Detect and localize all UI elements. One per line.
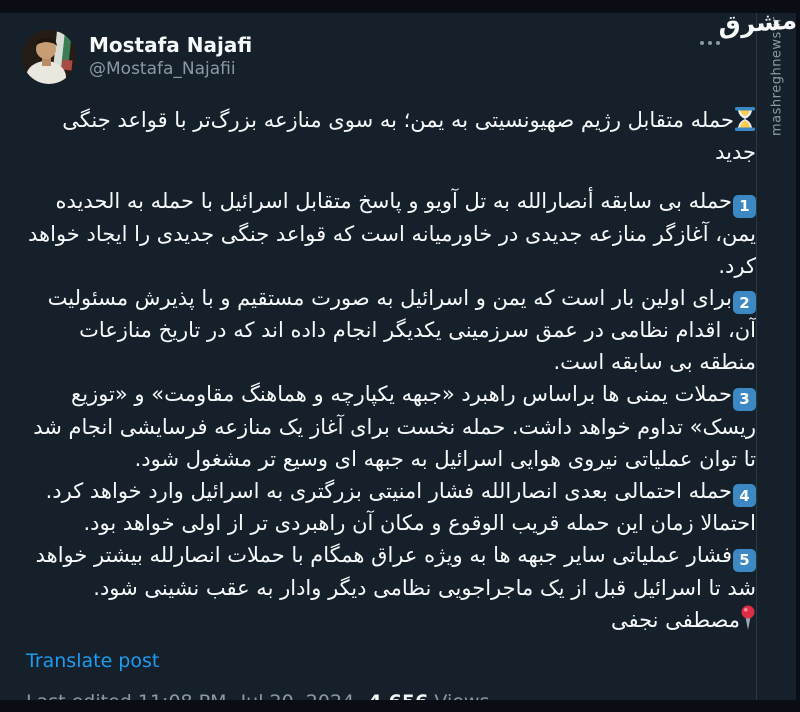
post-point-1-text: حمله بی سابقه أنصارالله به تل آویو و پاسخ متقابل اسرائیل با حمله به الحدیده یمن، آغازگر منازعه جدیدی در خاورمیانه است که قواعد جنگی جدیدی را ایجاد خواهد کرد. [28,189,756,278]
username-handle[interactable]: @Mostafa_Najafii [89,59,236,79]
frame-band-top [0,0,800,13]
keycap-2-icon: 2 [733,291,756,314]
post-point-3 [26,378,756,475]
hourglass-icon [734,107,756,131]
tweet-body [0,104,800,636]
post-point-4 [26,475,756,540]
keycap-5-icon: 5 [733,549,756,572]
post-signature [26,604,756,636]
display-name[interactable]: Mostafa Najafi [89,33,253,57]
watermark-site-text: mashreghnews.ir [769,16,785,136]
mashregh-logo: مشرق [717,5,798,40]
avatar[interactable] [22,30,76,84]
watermark-divider-inner [756,0,757,712]
post-point-2-text: برای اولین بار است که یمن و اسرائیل به صورت مستقیم و با پذیرش مسئولیت آن، اقدام نظامی در عمق سرزمینی یکدیگر انجام داده اند که در تاریخ منازعات منطقه بی سابقه است. [47,285,756,374]
post-point-3-text: حملات یمنی ها براساس راهبرد «جبهه یکپارچه و هماهنگ مقاومت» و «توزیع ریسک» تداوم خواهد داشت. حمله نخست برای آغاز یک منازعه فرسایشی انجام شد تا توان عملیاتی نیروی هوایی اسرائیل به جبهه ای وسیع تر مشغول شود. [33,382,756,471]
identity-block [89,30,252,81]
keycap-1-icon: 1 [733,195,756,218]
post-points [26,185,756,604]
dot [716,41,720,45]
post-signature-text: مصطفی نجفی [610,607,740,632]
post-point-1 [26,185,756,282]
post-point-4-text: حمله احتمالی بعدی انصارالله فشار امنیتی بزرگتری به اسرائیل وارد خواهد کرد. احتمالا زمان این حمله قریب الوقوع و مکان آن راهبردی تر از اولی خواهد بود. [45,478,756,535]
post-point-5 [26,539,756,604]
post-point-2 [26,282,756,379]
pushpin-icon [740,605,756,631]
dot [708,41,712,45]
frame-band-right [796,0,800,712]
post-point-5-text: فشار عملیاتی سایر جبهه ها به ویژه عراق همگام با حملات انصارلله بیشتر خواهد شد تا اسرائیل قبل از یک ماجراجویی نظامی دیگر وادار به عقب نشینی شود. [35,543,756,600]
more-options-icon[interactable] [700,41,720,45]
avatar-image [22,30,76,84]
translate-post-link[interactable]: Translate post [26,649,160,672]
dot [700,41,704,45]
frame-band-bottom [0,700,800,712]
keycap-4-icon: 4 [733,484,756,507]
keycap-3-icon: 3 [733,388,756,411]
post-title-text: حمله متقابل رژیم صهیونسیتی به یمن؛ به سوی منازعه بزرگ‌تر با قواعد جنگی جدید [62,108,756,164]
post-title [26,104,756,168]
